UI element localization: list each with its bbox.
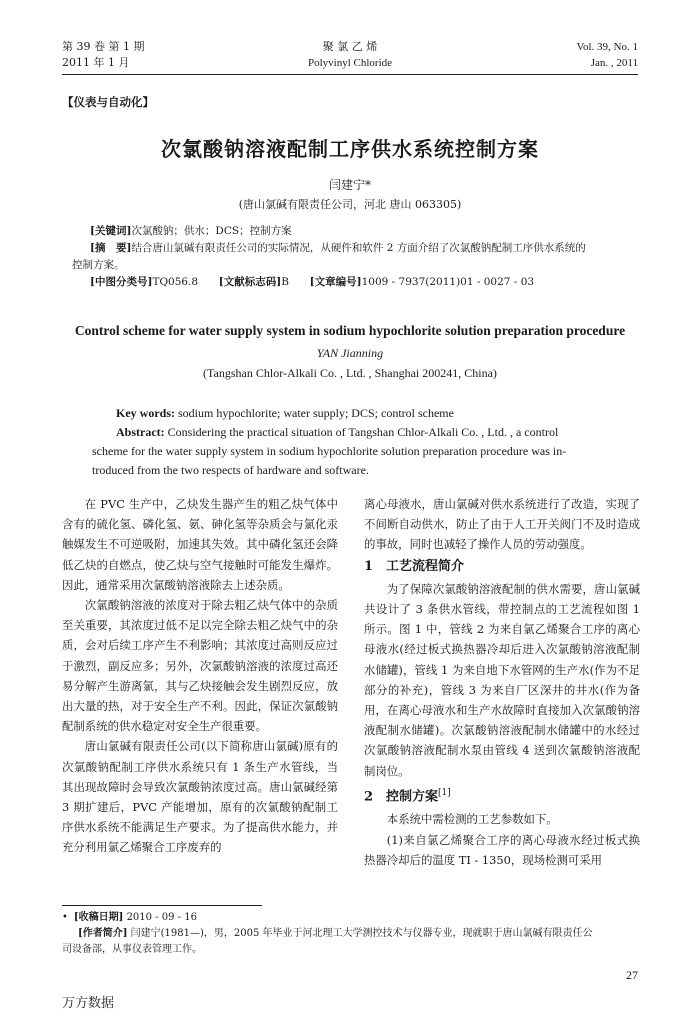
header-journal-en: Polyvinyl Chloride [307, 57, 393, 69]
abstract-en [92, 404, 638, 480]
abstract-cn [72, 223, 636, 291]
footnote-divider [62, 905, 262, 906]
affiliation-cn: (唐山氯碱有限责任公司，河北 唐山 063305) [238, 198, 462, 211]
article-id-label: [文章编号] [309, 276, 362, 288]
keywords-cn-line [90, 223, 636, 240]
body-paragraph: 次氯酸钠溶液的浓度对于除去粗乙炔气体中的杂质至关重要，其浓度过低不足以完全除去粗乙炔气中的杂质，会对后续工序产生不利影响；其浓度过高则反应过于激烈，副反应多；另外，次氯酸钠溶液的浓度过高还易分解产生游离氯，其与乙炔接触会发生剧烈反应，放出大量的热，对于安全生产不利。因此，保证次氯酸钠配制系统的供水稳定对安全生产很重要。 [62, 598, 338, 734]
body-paragraph: 离心母液水，唐山氯碱对供水系统进行了改造，实现了不间断自动供水，防止了由于人工开关阀门不及时造成的事故，同时也减轻了操作人员的劳动强度。 [364, 497, 640, 552]
classification-line [90, 274, 636, 291]
body-paragraph: 在 PVC 生产中，乙炔发生器产生的粗乙炔气体中含有的硫化氢、磷化氢、氨、砷化氢等杂质会与氯化汞触媒发生不可逆吸附，加速其失效。其中磷化氢还会降低乙炔的自燃点，使乙炔与空气接触时可能发生爆炸。因此，通常采用次氯酸钠溶液除去上述杂质。 [62, 497, 338, 592]
title-en: Control scheme for water supply system in sodium hypochlorite solution preparation procedure [74, 323, 626, 338]
body-paragraph: (1)来自氯乙烯聚合工序的离心母液水经过板式换热器冷却后的温度 TI - 1350，现场检测可采用 [364, 832, 640, 867]
clc-label: [中图分类号] [90, 276, 153, 288]
section-heading-2-text: 2 控制方案 [364, 789, 439, 805]
section-heading-2 [364, 783, 640, 808]
clc-value: TQ056.8 [152, 276, 199, 288]
author-bio: 闫建宁(1981—)，男，2005 年毕业于河北理工大学测控技术与仪器专业，现就职于唐山氯碱有限责任公 [130, 928, 593, 939]
page-number: 27 [626, 968, 638, 982]
author-en: YAN Jianning [316, 346, 384, 360]
abstract-en-text: Considering the practical situation of Tangshan Chlor-Alkali Co. , Ltd. , a control [167, 425, 559, 439]
received-line [62, 910, 640, 926]
footnote [62, 910, 640, 958]
author-bio-line [62, 926, 640, 942]
keywords-cn: 次氯酸钠；供水；DCS；控制方案 [131, 225, 292, 237]
keywords-en: sodium hypochlorite; water supply; DCS; control scheme [178, 406, 454, 420]
header-date-en: Jan. , 2011 [590, 57, 638, 69]
keywords-cn-label: [关键词] [90, 225, 132, 237]
watermark: 万方数据 [62, 996, 115, 1011]
doc-code-value: B [281, 276, 289, 288]
abstract-en-line2: scheme for the water supply system in sodium hypochlorite solution preparation procedure was in- [92, 444, 567, 458]
article-id-value: 1009 - 7937(2011)01 - 0027 - 03 [361, 276, 535, 288]
section-heading-1: 1 工艺流程简介 [364, 558, 465, 574]
received-label: [收稿日期] [73, 912, 124, 923]
header-divider [62, 74, 638, 75]
citation-ref: [1] [438, 787, 451, 798]
header-volume-en: Vol. 39, No. 1 [576, 41, 638, 53]
body-paragraph: 为了保障次氯酸钠溶液配制的供水需要，唐山氯碱共设计了 3 条供水管线，带控制点的工艺流程如图 1 所示。图 1 中，管线 2 为来自氯乙烯聚合工序的离心母液水(经过板式换热器冷却后进入次氯酸钠溶液配制水储罐)，管线 1 为来自地下水管网的生产水(作为不足部分的补充)，管线 3 为来自厂区深井的井水(作为备用，在离心母液水和生产水故障时直接加入次氯酸钠溶液配制水储罐)。次氯酸钠溶液配制水储罐中的水经过次氯酸钠溶液配制水泵由管线 4 送到次氯酸钠溶液配制岗位。 [364, 581, 640, 778]
body-paragraph: 唐山氯碱有限责任公司(以下简称唐山氯碱)原有的次氯酸钠配制工序供水系统只有 1 条生产水管线，当其出现故障时会导致次氯酸钠浓度过高。唐山氯碱经第 3 期扩建后，PVC 产能增加，原有的次氯酸钠配制工序供水系统不能满足生产要求。为了提高供水能力，并充分利用氯乙烯聚合工序废弃的 [62, 739, 338, 855]
received-date: 2010 - 09 - 16 [126, 912, 197, 923]
abstract-cn-line2: 控制方案。 [72, 259, 125, 271]
author-bio-line2: 司设备部，从事仪表管理工作。 [62, 944, 202, 955]
doc-code-label: [文献标志码] [218, 276, 282, 288]
affiliation-en: (Tangshan Chlor-Alkali Co. , Ltd. , Shanghai 200241, China) [203, 366, 497, 380]
header-journal-cn: 聚 氯 乙 烯 [322, 40, 378, 53]
abstract-en-line1 [116, 423, 638, 442]
section-tag: 【仪表与自动化】 [62, 95, 154, 109]
abstract-en-label: Abstract: [116, 425, 165, 439]
body-paragraph: 本系统中需检测的工艺参数如下。 [386, 812, 558, 827]
abstract-cn-label: [摘 要] [90, 242, 132, 254]
bullet-icon: • [62, 912, 68, 923]
author-bio-label: [作者简介] [78, 928, 128, 939]
abstract-en-line3: troduced from the two respects of hardware and software. [92, 463, 369, 477]
keywords-en-label: Key words: [116, 406, 175, 420]
keywords-en-line [116, 404, 638, 423]
right-column [364, 494, 640, 870]
header-date-cn: 2011 年 1 月 [62, 56, 130, 69]
author-cn: 闫建宁* [328, 178, 371, 192]
abstract-cn-text: 结合唐山氯碱有限责任公司的实际情况，从硬件和软件 2 方面介绍了次氯酸钠配制工序供水系统的 [131, 242, 586, 254]
abstract-cn-line [90, 240, 636, 257]
header-volume-cn: 第 39 卷 第 1 期 [62, 40, 145, 53]
page-title: 次氯酸钠溶液配制工序供水系统控制方案 [161, 137, 539, 161]
left-column [62, 494, 338, 858]
